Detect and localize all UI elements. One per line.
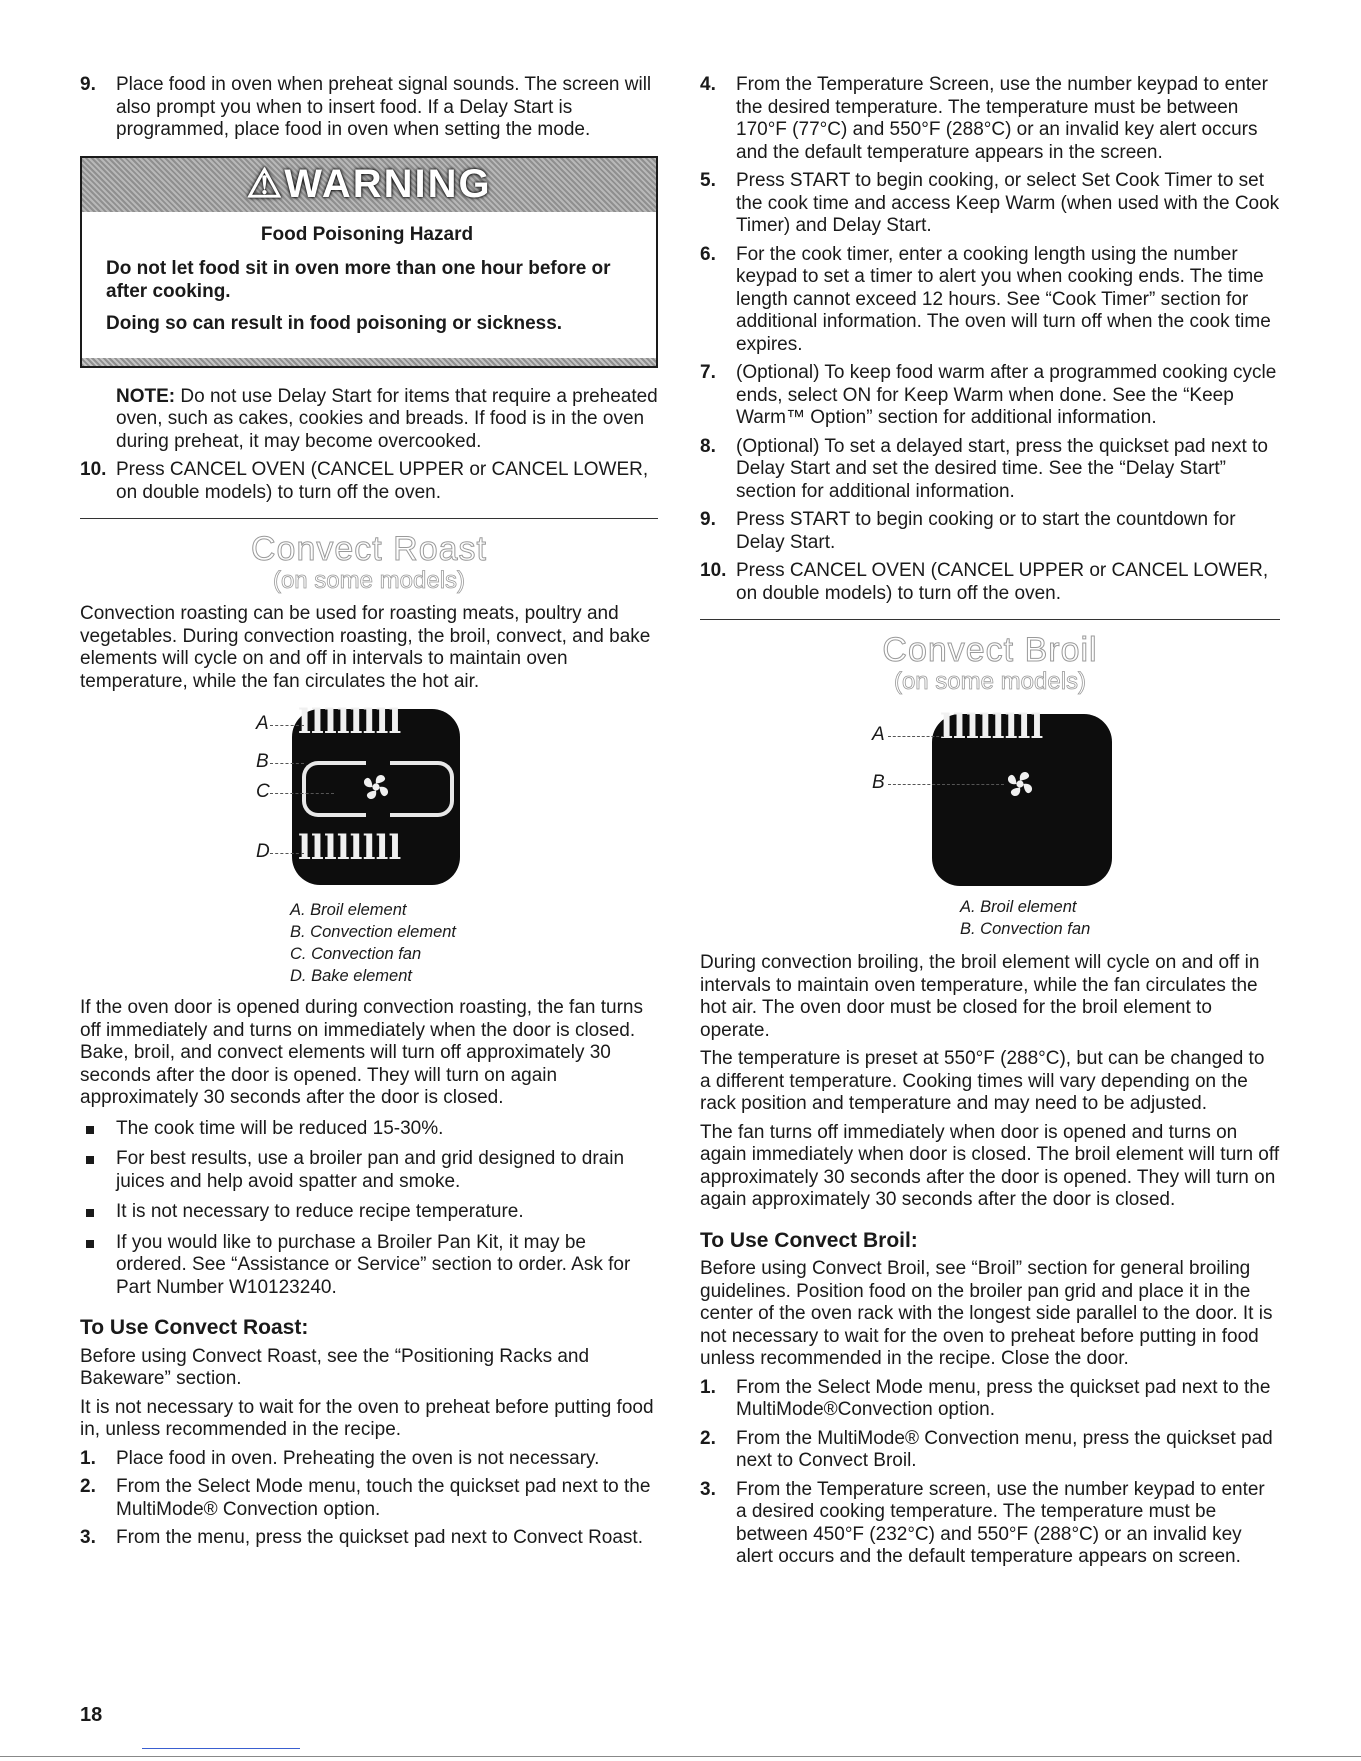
step-number: 10. <box>80 459 107 480</box>
warning-title: ⚠WARNING <box>246 162 492 207</box>
bullet-item: The cook time will be reduced 15-30%. <box>80 1118 658 1141</box>
convect-roast-title: Convect Roast <box>251 530 487 568</box>
step-text: Place food in oven when preheat signal sounds. The screen will also prompt you when to insert food. If a Delay Start is programmed, place food in oven when setting the mode. <box>116 74 652 140</box>
convect-roast-captions <box>290 899 658 987</box>
diagram-label-a: A <box>256 713 269 734</box>
convect-broil-p1: During convection broiling, the broil element will cycle on and off in intervals to maintain oven temperature, while the fan circulates the hot air. The oven door must be closed for the broil element to operate. <box>700 952 1260 1041</box>
step-8: 8. (Optional) To set a delayed start, press the quickset pad next to Delay Start and set the desired time. See the “Delay Start” section for additional information. <box>700 435 1268 502</box>
step-number: 9. <box>80 74 96 95</box>
convect-roast-diagram <box>80 703 658 891</box>
broil-step-2: 2. From the MultiMode® Convection menu, press the quickset pad next to Convect Broil. <box>700 1427 1273 1471</box>
note-label: NOTE: <box>116 385 176 407</box>
caption-convection-element: B. Convection element <box>290 923 457 941</box>
door-open-text: If the oven door is opened during convection roasting, the fan turns off immediately and turns on immediately when the door is closed. Bake, broil, and convect elements will turn off approximately 30 seconds after the door is opened. They will turn on again approximately 30 seconds after the door is closed. <box>80 997 643 1108</box>
roast-step-2: 2. From the Select Mode menu, touch the quickset pad next to the MultiMode® Convection option. <box>80 1476 651 1520</box>
warning-line-1: Do not let food sit in oven more than one hour before or after cooking. <box>106 258 611 302</box>
footer-link-line <box>142 1748 300 1749</box>
to-use-convect-broil-heading: To Use Convect Broil: <box>700 1228 918 1252</box>
warning-line-2: Doing so can result in food poisoning or sickness. <box>106 313 563 334</box>
left-column <box>80 74 658 1556</box>
step-5: 5. Press START to begin cooking, or select Set Cook Timer to set the cook time and access Keep Warm (when used with the Cook Timer) and Delay Start. <box>700 170 1280 236</box>
page-number: 18 <box>80 1704 103 1726</box>
section-divider <box>80 518 658 519</box>
step-9-right: 9. Press START to begin cooking or to start the countdown for Delay Start. <box>700 509 1236 553</box>
roast-step-3: 3. From the menu, press the quickset pad next to Convect Roast. <box>80 1527 643 1548</box>
broil-element: llllllll <box>940 707 1044 747</box>
leader-c <box>270 793 334 794</box>
convection-element-right <box>390 761 454 817</box>
diagram-label-c: C <box>256 781 270 802</box>
convect-broil-use-p1: Before using Convect Broil, see “Broil” section for general broiling guidelines. Position food on the broiler pan grid and place it in the center of the oven rack with the longest side parallel to the door. It is not necessary to wait for the oven to preheat before putting in food unless recommended in the recipe. Close the door. <box>700 1258 1273 1369</box>
to-use-convect-roast-heading: To Use Convect Roast: <box>80 1316 309 1339</box>
diagram-label-d: D <box>256 841 270 862</box>
leader-b <box>270 763 304 764</box>
convect-broil-title: Convect Broil <box>882 631 1098 669</box>
broil-step-3: 3. From the Temperature screen, use the number keypad to enter a desired cooking temperature. The temperature must be between 450°F (232°C) and 550°F (288°C) or an invalid key alert occurs and the default temperature appears on screen. <box>700 1478 1265 1567</box>
convect-roast-use-p2: It is not necessary to wait for the oven to preheat before putting food in, unless recommended in the recipe. <box>80 1396 654 1440</box>
warning-header <box>82 158 656 212</box>
leader-b <box>888 784 1004 785</box>
bake-element: llllllll <box>298 828 402 868</box>
step-4: 4. From the Temperature Screen, use the number keypad to enter the desired temperature. The temperature must be between 170°F (77°C) and 550°F (288°C) or an invalid key alert occurs and the default temperature appears in the screen. <box>700 74 1268 163</box>
right-column <box>700 74 1280 1575</box>
note-text: Do not use Delay Start for items that require a preheated oven, such as cakes, cookies and breads. If food is in the oven during preheat, it may become overcooked. <box>116 385 658 452</box>
warning-box <box>80 156 658 368</box>
leader-a <box>270 725 304 726</box>
step-6: 6. For the cook timer, enter a cooking length using the number keypad to set a timer to alert you when cooking ends. The time length cannot exceed 12 hours. See “Cook Timer” section for additional information. The oven will turn off when the cook time expires. <box>700 243 1271 355</box>
step-7: 7. (Optional) To keep food warm after a programmed cooking cycle ends, select ON for Keep Warm when done. See the “Keep Warm™ Option” section for additional information. <box>700 362 1277 428</box>
warning-body <box>82 212 656 358</box>
section-divider <box>700 619 1280 620</box>
convect-roast-subtitle: (on some models) <box>272 567 466 594</box>
warning-hazard: Food Poisoning Hazard <box>260 223 474 245</box>
warning-footer-band <box>82 358 656 366</box>
step-9 <box>80 74 658 142</box>
convect-broil-diagram <box>700 704 1280 890</box>
convect-broil-subtitle: (on some models) <box>893 668 1087 695</box>
convect-roast-intro: Convection roasting can be used for roasting meats, poultry and vegetables. During convection roasting, the broil, convect, and bake elements will cycle on and off in intervals to maintain oven temperature, while the fan circulates the hot air. <box>80 603 651 692</box>
caption-broil-element: A. Broil element <box>290 901 407 919</box>
caption-broil-element: A. Broil element <box>960 898 1077 916</box>
convect-broil-p2: The temperature is preset at 550°F (288°C), but can be changed to a different temperature. Cooking times will vary depending on the rack position and temperature and may need to be adjusted. <box>700 1048 1265 1114</box>
step-10-right: 10. Press CANCEL OVEN (CANCEL UPPER or CANCEL LOWER, on double models) to turn off the oven. <box>700 560 1269 604</box>
convect-broil-p3: The fan turns off immediately when door is opened and turns on again immediately when door is closed. The broil element will turn off approximately 30 seconds after the door is opened. They will turn on again approximately 30 seconds after the door is closed. <box>700 1121 1280 1210</box>
step-text: Press CANCEL OVEN (CANCEL UPPER or CANCEL LOWER, on double models) to turn off the oven. <box>116 459 649 503</box>
fan-icon <box>1002 766 1038 802</box>
broil-element: llllllll <box>298 702 402 742</box>
caption-convection-fan: B. Convection fan <box>960 920 1091 938</box>
caption-bake-element: D. Bake element <box>290 967 412 985</box>
broil-step-1: 1. From the Select Mode menu, press the quickset pad next to the MultiMode®Convection option. <box>700 1376 1271 1420</box>
caption-convection-fan: C. Convection fan <box>290 945 422 963</box>
diagram-label-b: B <box>256 751 269 772</box>
convect-broil-captions <box>960 896 1280 940</box>
step-10 <box>80 459 658 504</box>
leader-d <box>270 853 304 854</box>
diagram-label-a: A <box>872 724 885 745</box>
roast-step-1: 1. Place food in oven. Preheating the oven is not necessary. <box>80 1447 600 1469</box>
bullet-item: For best results, use a broiler pan and grid designed to drain juices and help avoid spatter and smoke. <box>80 1148 658 1193</box>
bullet-item: It is not necessary to reduce recipe temperature. <box>80 1201 658 1224</box>
leader-a <box>888 736 944 737</box>
convection-element <box>302 761 366 817</box>
diagram-label-b: B <box>872 772 885 793</box>
bullet-item: If you would like to purchase a Broiler Pan Kit, it may be ordered. See “Assistance or Service” section to order. Ask for Part Number W10123240. <box>80 1232 658 1300</box>
convect-roast-use-p1: Before using Convect Roast, see the “Positioning Racks and Bakeware” section. <box>80 1345 590 1389</box>
fan-icon <box>358 769 394 805</box>
note <box>80 386 658 454</box>
page-bottom-rule <box>0 1756 1361 1757</box>
